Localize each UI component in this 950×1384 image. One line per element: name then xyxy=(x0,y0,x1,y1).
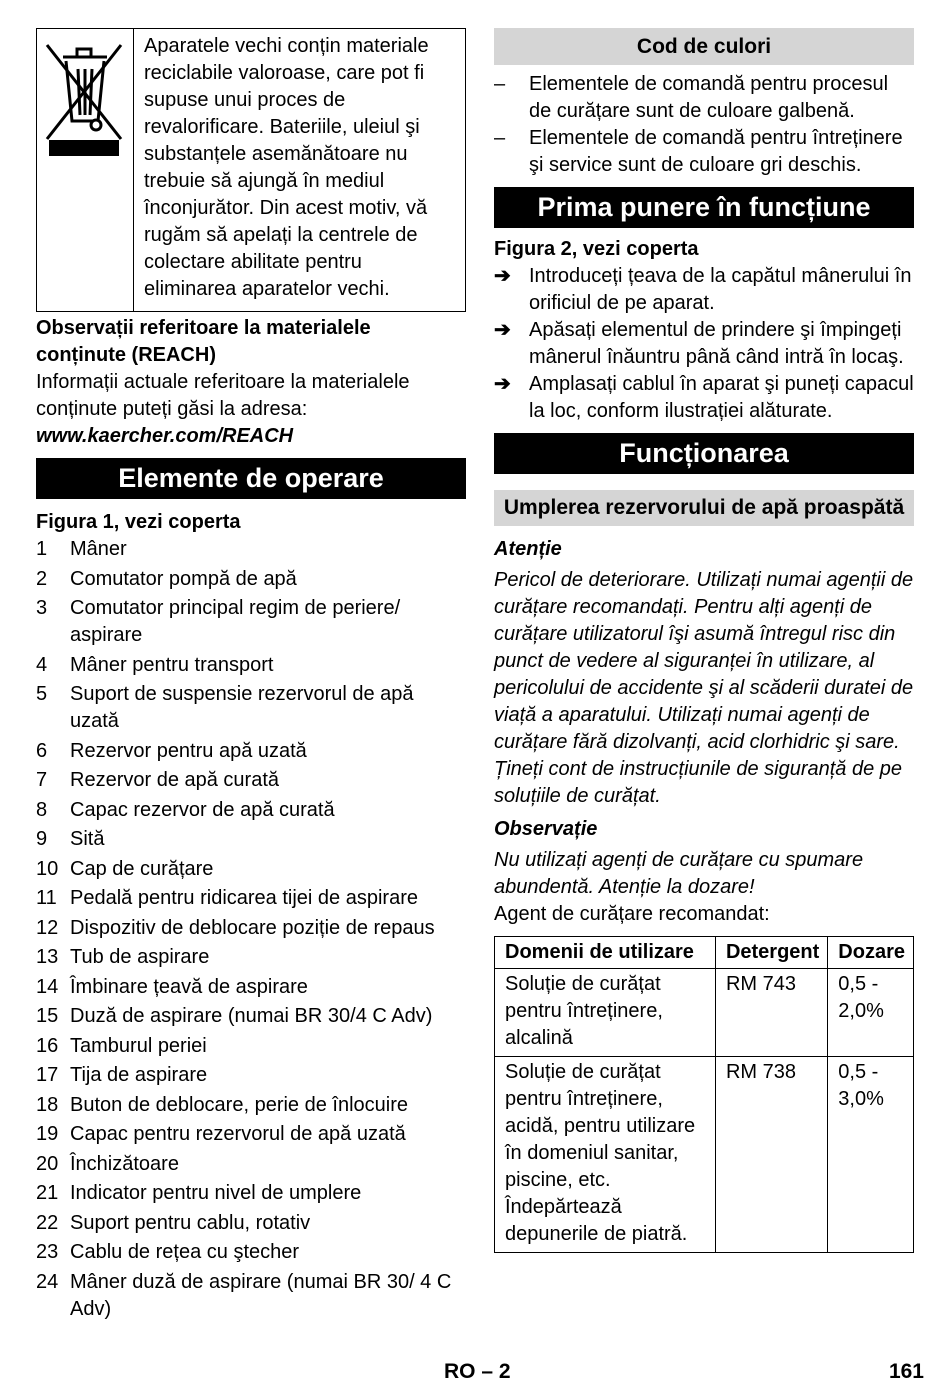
item-number: 9 xyxy=(36,828,48,850)
disposal-icon-cell xyxy=(37,29,134,311)
item-label: Comutator principal regim de periere/ aspirare xyxy=(70,597,401,646)
attention-label: Atenție xyxy=(494,538,562,560)
item-label: Suport pentru cablu, rotativ xyxy=(70,1211,311,1234)
item-label: Rezervor pentru apă uzată xyxy=(70,739,307,762)
item-label: Capac rezervor de apă curată xyxy=(70,798,335,821)
item-label: Tub de aspirare xyxy=(70,946,210,968)
item-label: Cablu de rețea cu ştecher xyxy=(70,1241,300,1263)
item-text: Elementele de comandă pentru procesul de curățare sunt de culoare galbenă. xyxy=(529,73,889,122)
list-item xyxy=(36,1151,466,1178)
item-label: Mâner xyxy=(70,538,127,560)
list-item xyxy=(36,1269,466,1323)
list-item xyxy=(36,595,466,649)
item-number: 5 xyxy=(36,683,48,705)
reach-url: www.kaercher.com/REACH xyxy=(36,425,294,447)
list-item xyxy=(36,652,466,679)
step-text: Apăsați elementul de prindere şi împingeți mânerul înăuntru până când intră în locaş. xyxy=(529,319,904,368)
disposal-notice-box xyxy=(36,28,466,312)
list-item xyxy=(36,1092,466,1119)
item-number: 3 xyxy=(36,597,48,619)
detergent-table xyxy=(494,936,914,1253)
list-item xyxy=(36,1210,466,1237)
note-text: Nu utilizați agenți de curățare cu spumare abundentă. Atenție la dozare! xyxy=(494,849,864,898)
item-number: 24 xyxy=(36,1270,59,1293)
header-dosage: Dozare xyxy=(828,937,914,969)
list-item xyxy=(36,566,466,593)
item-number: 14 xyxy=(36,975,59,998)
item-number: 11 xyxy=(36,887,57,909)
list-item xyxy=(36,681,466,735)
list-item xyxy=(36,1121,466,1148)
item-label: Pedală pentru ridicarea tijei de aspirare xyxy=(70,887,418,909)
left-column xyxy=(36,28,466,1325)
item-number: 4 xyxy=(36,653,48,676)
item-number: 19 xyxy=(36,1123,59,1145)
header-detergent: Detergent xyxy=(715,937,827,969)
list-item xyxy=(36,1239,466,1266)
attention-text: Pericol de deteriorare. Utilizați numai agenții de curățare recomandați. Pentru alți agenți de curățare utilizatorul îşi asumă întregul risc din punct de vedere al siguranței în utilizare, al pericolului de accidente şi al scăderii duratei de viață a aparatului. Utilizați numai agenți de curățare fără dizolvanți, acid clorhidric şi sare. xyxy=(494,569,914,753)
item-label: Duză de aspirare (numai BR 30/4 C Adv) xyxy=(70,1005,433,1027)
right-column xyxy=(494,28,914,1253)
cell-detergent: RM 743 xyxy=(715,969,827,1057)
list-item xyxy=(36,944,466,971)
cell-detergent: RM 738 xyxy=(715,1057,827,1253)
item-label: Îmbinare țeavă de aspirare xyxy=(70,975,308,998)
operation-heading: Funcționarea xyxy=(494,433,914,474)
item-number: 10 xyxy=(36,857,59,880)
item-number: 21 xyxy=(36,1182,59,1204)
list-item xyxy=(494,125,914,179)
color-code-heading: Cod de culori xyxy=(494,28,914,65)
startup-heading: Prima punere în funcțiune xyxy=(494,187,914,228)
item-number: 7 xyxy=(36,769,48,791)
list-item xyxy=(36,1062,466,1089)
list-item xyxy=(494,371,914,425)
elements-list xyxy=(36,536,466,1323)
cell-dosage: 0,5 - 3,0% xyxy=(828,1057,914,1253)
item-number: 16 xyxy=(36,1034,59,1057)
item-label: Capac pentru rezervorul de apă uzată xyxy=(70,1123,406,1145)
list-item xyxy=(36,1180,466,1207)
table-header-row xyxy=(495,937,914,969)
list-item xyxy=(494,71,914,125)
list-item xyxy=(494,263,914,317)
list-item xyxy=(36,974,466,1001)
item-label: Tamburul periei xyxy=(70,1034,207,1057)
item-label: Mâner pentru transport xyxy=(70,653,274,676)
agent-intro: Agent de curățare recomandat: xyxy=(494,903,770,925)
list-item xyxy=(36,1033,466,1060)
list-item xyxy=(36,1003,466,1030)
item-label: Sită xyxy=(70,828,105,850)
arrow-right-icon: ➔ xyxy=(494,265,511,287)
arrow-right-icon: ➔ xyxy=(494,373,511,395)
note-label: Observație xyxy=(494,818,598,840)
item-number: 1 xyxy=(36,538,48,560)
list-item xyxy=(36,738,466,765)
item-label: Comutator pompă de apă xyxy=(70,567,297,590)
header-usage: Domenii de utilizare xyxy=(495,937,716,969)
disposal-text: Aparatele vechi conțin materiale reciclabile valoroase, care pot fi supuse unui proces de revalorificare. Bateriile, uleiul şi substanțele asemănătoare nu trebuie să ajungă în mediul înconjurător. Din acest motiv, vă rugăm să apelați la centrele de colectare abilitate pentru eliminarea aparatelor vechi. xyxy=(144,35,429,300)
cell-dosage: 0,5 - 2,0% xyxy=(828,969,914,1057)
arrow-right-icon: ➔ xyxy=(494,319,511,341)
item-number: 15 xyxy=(36,1005,59,1027)
list-item xyxy=(36,797,466,824)
list-item xyxy=(36,885,466,912)
item-label: Închizătoare xyxy=(70,1152,179,1175)
figure-2-ref: Figura 2, vezi coperta xyxy=(494,238,699,260)
reach-title: Observații referitoare la materialele conținute (REACH) xyxy=(36,317,371,366)
item-number: 6 xyxy=(36,739,48,762)
item-label: Mâner duză de aspirare (numai BR 30/ 4 C Adv) xyxy=(70,1270,452,1320)
item-label: Suport de suspensie rezervorul de apă uzată xyxy=(70,683,414,732)
table-row xyxy=(495,969,914,1057)
item-number: 18 xyxy=(36,1093,59,1116)
item-label: Buton de deblocare, perie de înlocuire xyxy=(70,1093,409,1116)
table-row xyxy=(495,1057,914,1253)
dash-bullet: – xyxy=(494,127,506,149)
cell-usage: Soluție de curățat pentru întreținere, alcalină xyxy=(495,969,716,1057)
item-number: 2 xyxy=(36,567,48,590)
elements-heading: Elemente de operare xyxy=(36,458,466,499)
dash-bullet: – xyxy=(494,73,506,95)
cell-usage: Soluție de curățat pentru întreținere, acidă, pentru utilizare în domeniul sanitar, piscine, etc. Îndepărtează depunerile de piatră. xyxy=(495,1057,716,1253)
item-number: 17 xyxy=(36,1064,59,1086)
step-text: Introduceți țeava de la capătul mânerului în orificiul de pe aparat. xyxy=(529,265,912,314)
reach-text: Informații actuale referitoare la materialele conținute puteți găsi la adresa: xyxy=(36,371,410,420)
list-item xyxy=(36,856,466,883)
color-code-list xyxy=(494,71,914,179)
footer-page-number: 161 xyxy=(888,1360,924,1383)
item-number: 22 xyxy=(36,1211,59,1234)
figure-1-ref: Figura 1, vezi coperta xyxy=(36,511,241,533)
item-label: Dispozitiv de deblocare poziție de repaus xyxy=(70,916,435,939)
fill-tank-heading: Umplerea rezervorului de apă proaspătă xyxy=(494,490,914,526)
list-item xyxy=(36,536,466,563)
item-number: 8 xyxy=(36,798,48,821)
item-label: Rezervor de apă curată xyxy=(70,769,280,791)
item-label: Indicator pentru nivel de umplere xyxy=(70,1182,362,1204)
item-number: 13 xyxy=(36,946,59,968)
list-item xyxy=(494,317,914,371)
item-number: 23 xyxy=(36,1241,59,1263)
startup-steps xyxy=(494,263,914,425)
item-number: 20 xyxy=(36,1152,59,1175)
list-item xyxy=(36,767,466,794)
list-item xyxy=(36,915,466,942)
attention-text-2: Țineți cont de instrucțiunile de siguranță de pe soluțiile de curățat. xyxy=(494,758,903,807)
step-text: Amplasați cablul în aparat şi puneți capacul la loc, conform ilustrației alăturate. xyxy=(529,373,914,422)
crossed-out-bin-icon xyxy=(37,29,133,169)
list-item xyxy=(36,826,466,853)
item-number: 12 xyxy=(36,916,59,939)
item-label: Cap de curățare xyxy=(70,857,214,880)
item-text: Elementele de comandă pentru întreținere şi service sunt de culoare gri deschis. xyxy=(529,127,903,176)
footer-language-page: RO – 2 xyxy=(444,1360,511,1383)
item-label: Tija de aspirare xyxy=(70,1064,208,1086)
